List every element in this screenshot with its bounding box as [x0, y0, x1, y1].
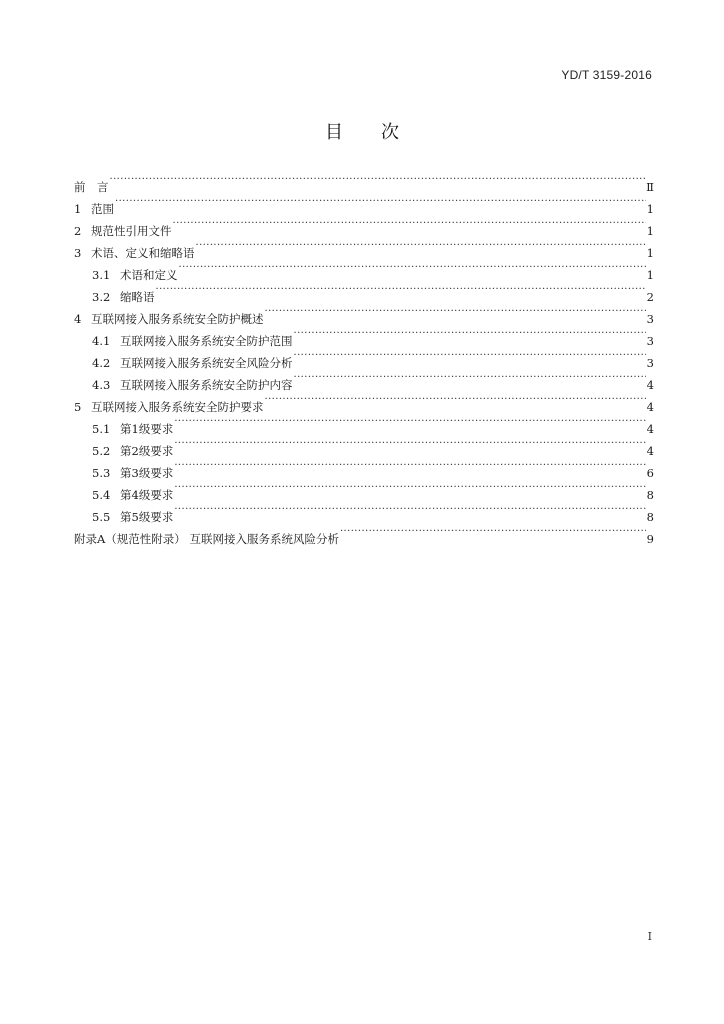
- toc-entry-number: 5.4: [92, 488, 111, 502]
- toc-entry-title: 第3级要求: [120, 466, 174, 480]
- toc-entry-page: 1: [646, 246, 654, 260]
- toc-entry-title: 规范性引用文件: [91, 224, 172, 238]
- toc-entry-number: 5: [74, 400, 82, 414]
- toc-leader-dots: [340, 521, 646, 543]
- toc-entry-page: 1: [646, 268, 654, 282]
- toc-entry-title: 术语和定义: [120, 268, 178, 282]
- standard-code: YD/T 3159-2016: [561, 68, 652, 82]
- toc-entry[interactable]: [74, 169, 654, 194]
- toc-entry-page: 3: [646, 334, 654, 348]
- toc-entry-number: 4.1: [92, 334, 111, 348]
- toc-entry-title: 互联网接入服务系统安全防护内容: [120, 378, 293, 392]
- toc-entry-number: 5.1: [92, 422, 111, 436]
- toc-entry-number: 5.3: [92, 466, 111, 480]
- toc-entry-number: 3.1: [92, 268, 111, 282]
- toc-entry-page: 6: [646, 466, 654, 480]
- toc-leader-dots: [294, 367, 646, 389]
- toc-entry-page: 3: [646, 356, 654, 370]
- toc-entry-title: 附录A（规范性附录） 互联网接入服务系统风险分析: [74, 532, 339, 546]
- toc-entry-number: 5.5: [92, 510, 111, 524]
- toc-leader-dots: [265, 389, 646, 411]
- toc-entry-page: 4: [646, 444, 654, 458]
- toc-leader-dots: [115, 191, 646, 213]
- toc-entry-page: 4: [646, 378, 654, 392]
- toc-entry-page: 1: [646, 224, 654, 238]
- toc-entry-title: 互联网接入服务系统安全防护要求: [91, 400, 264, 414]
- toc-leader-dots: [173, 213, 646, 235]
- toc-entry-number: 2: [74, 224, 82, 238]
- toc-leader-dots: [174, 499, 645, 521]
- toc-entry-title: 术语、定义和缩略语: [91, 246, 195, 260]
- toc-entry-title: 互联网接入服务系统安全防护范围: [120, 334, 293, 348]
- toc-leader-dots: [110, 169, 646, 191]
- toc-entry-title: 第4级要求: [120, 488, 174, 502]
- toc-entry-number: 4.3: [92, 378, 111, 392]
- page-title: 目次: [325, 122, 437, 143]
- toc-entry-page: Ⅱ: [646, 180, 654, 194]
- toc-leader-dots: [265, 301, 646, 323]
- toc-leader-dots: [196, 235, 646, 257]
- toc-entry-title: 第5级要求: [120, 510, 174, 524]
- toc-leader-dots: [174, 411, 645, 433]
- toc-entry[interactable]: [74, 301, 654, 326]
- toc-leader-dots: [294, 345, 646, 367]
- toc-entry-page: 9: [646, 532, 654, 546]
- toc-entry-title: 前 言: [74, 180, 109, 194]
- toc-entry-page: 4: [646, 400, 654, 414]
- toc-leader-dots: [174, 455, 645, 477]
- toc-entry-page: 3: [646, 312, 654, 326]
- toc-entry[interactable]: [74, 279, 654, 304]
- toc-entry-title: 第1级要求: [120, 422, 174, 436]
- toc-entry-page: 2: [646, 290, 654, 304]
- toc-leader-dots: [179, 257, 646, 279]
- toc-leader-dots: [156, 279, 646, 301]
- toc-entry-number: 3: [74, 246, 82, 260]
- toc-entry-number: 4: [74, 312, 82, 326]
- toc-entry-number: 5.2: [92, 444, 111, 458]
- toc-leader-dots: [174, 433, 645, 455]
- toc-entry[interactable]: [74, 191, 654, 216]
- toc-leader-dots: [294, 323, 646, 345]
- toc-entry-page: 8: [646, 488, 654, 502]
- toc-entry-page: 8: [646, 510, 654, 524]
- table-of-contents: [74, 169, 654, 546]
- toc-entry-page: 1: [646, 202, 654, 216]
- toc-entry-number: 1: [74, 202, 82, 216]
- toc-entry-title: 互联网接入服务系统安全风险分析: [120, 356, 293, 370]
- toc-entry-title: 范围: [91, 202, 114, 216]
- toc-entry-page: 4: [646, 422, 654, 436]
- toc-leader-dots: [174, 477, 645, 499]
- page-number: I: [647, 930, 652, 943]
- toc-entry-number: 3.2: [92, 290, 111, 304]
- toc-entry[interactable]: [74, 213, 654, 238]
- toc-entry-number: 4.2: [92, 356, 111, 370]
- toc-entry-title: 互联网接入服务系统安全防护概述: [91, 312, 264, 326]
- toc-entry-title: 第2级要求: [120, 444, 174, 458]
- toc-entry-title: 缩略语: [120, 290, 155, 304]
